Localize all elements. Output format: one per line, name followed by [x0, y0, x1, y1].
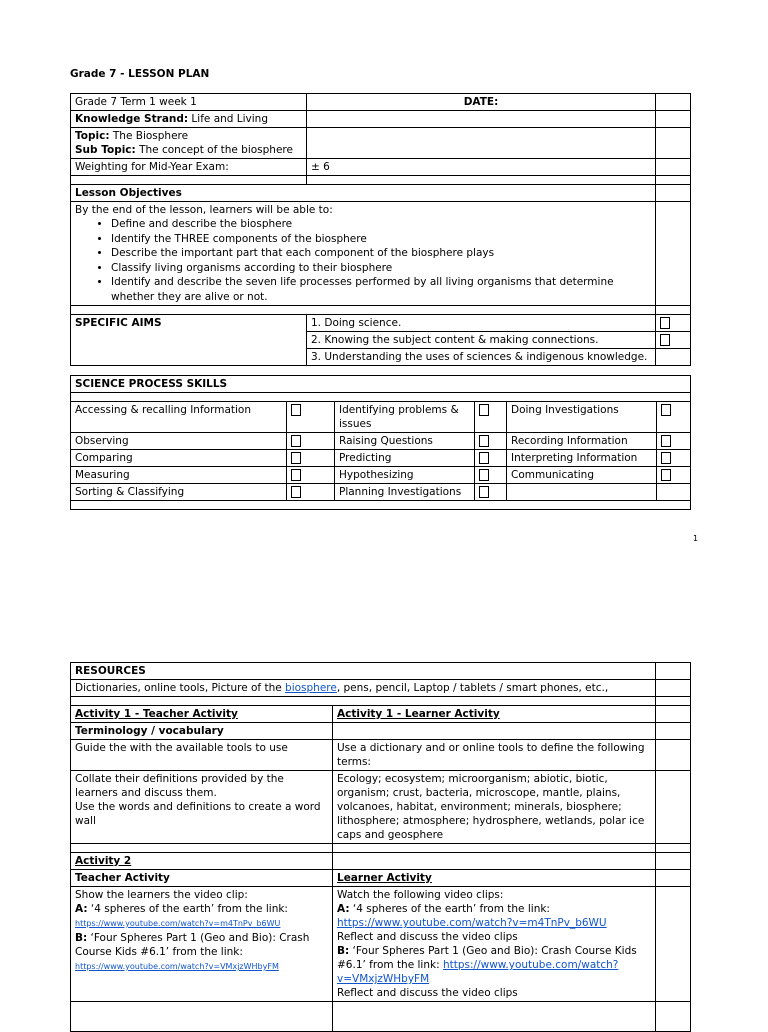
activity1-learner-heading: Activity 1 - Learner Activity	[333, 706, 656, 723]
skill-checkbox[interactable]	[287, 433, 335, 450]
skill-checkbox[interactable]	[287, 402, 335, 433]
activity2-learner-heading: Learner Activity	[333, 870, 656, 887]
activity2-learner-text: Watch the following video clips: A: ‘4 spheres of the earth’ from the link: https://www.youtube.com/watch?v=m4TnPv_b6WU Reflect and discuss the video clips B: ‘Four Spheres Part 1 (Geo and Bio): Crash Course Kids #6.1’ from the link: https://www.youtube.com/watch?v=VMxjzWHbyFM Reflect and discuss the video clips	[333, 887, 656, 1002]
skill-checkbox[interactable]	[475, 450, 507, 467]
checkbox-icon	[479, 486, 489, 498]
activity2-teacher-text: Show the learners the video clip: A: ‘4 spheres of the earth’ from the link: https://www.youtube.com/watch?v=m4TnPv_b6WU B: ‘Four Spheres Part 1 (Geo and Bio): Crash Course Kids #6.1’ from the link: https://www.youtube.com/watch?v=VMxjzWHbyFM	[71, 887, 333, 1002]
skill-label: Communicating	[507, 467, 657, 484]
video-link-a-learner[interactable]: https://www.youtube.com/watch?v=m4TnPv_b6WU	[337, 917, 607, 929]
skill-label: Raising Questions	[335, 433, 475, 450]
activity1-teacher-text: Guide the with the available tools to use	[71, 740, 333, 771]
resources-heading: RESOURCES	[71, 663, 656, 680]
skill-checkbox[interactable]	[475, 467, 507, 484]
checkbox-icon	[479, 404, 489, 416]
objective-item: • Identify the THREE components of the biosphere	[111, 232, 651, 247]
activities-table	[70, 662, 691, 1032]
skill-label: Observing	[71, 433, 287, 450]
page-number: 1	[693, 534, 699, 543]
objective-item: • Identify and describe the seven life processes performed by all living organisms that determine whether they are alive or not.	[111, 275, 651, 304]
skill-checkbox[interactable]	[657, 402, 691, 433]
aim-checkbox[interactable]	[656, 332, 691, 349]
checkbox-icon	[291, 469, 301, 481]
biosphere-link[interactable]: biosphere	[285, 682, 337, 694]
skills-heading: SCIENCE PROCESS SKILLS	[71, 376, 691, 393]
lesson-header-table	[70, 93, 691, 366]
topic-cell: Topic: The Biosphere Sub Topic: The concept of the biosphere	[71, 128, 307, 159]
video-link-a[interactable]: https://www.youtube.com/watch?v=m4TnPv_b6WU	[75, 919, 281, 928]
checkbox-icon	[661, 452, 671, 464]
term-cell: Grade 7 Term 1 week 1	[71, 94, 307, 111]
skill-checkbox[interactable]	[287, 484, 335, 501]
activity2-teacher-heading: Teacher Activity	[71, 870, 333, 887]
activity1-teacher-collate: Collate their definitions provided by the learners and discuss them. Use the words and definitions to create a word wall	[71, 771, 333, 844]
checkbox-icon	[479, 435, 489, 447]
checkbox-icon	[479, 469, 489, 481]
skill-label: Doing Investigations	[507, 402, 657, 433]
skill-checkbox[interactable]	[657, 467, 691, 484]
video-link-b[interactable]: https://www.youtube.com/watch?v=VMxjzWHbyFM	[75, 962, 279, 971]
activity2-heading: Activity 2	[71, 853, 333, 870]
skill-label: Recording Information	[507, 433, 657, 450]
skill-label: Hypothesizing	[335, 467, 475, 484]
aim-checkbox[interactable]	[656, 315, 691, 332]
objective-item: • Describe the important part that each component of the biosphere plays	[111, 246, 651, 261]
skill-checkbox[interactable]	[475, 484, 507, 501]
weighting-label: Weighting for Mid-Year Exam:	[71, 159, 307, 176]
checkbox-icon	[660, 317, 670, 329]
skill-checkbox[interactable]	[657, 450, 691, 467]
checkbox-icon	[661, 435, 671, 447]
checkbox-icon	[661, 469, 671, 481]
checkbox-icon	[291, 435, 301, 447]
skill-label: Identifying problems & issues	[335, 402, 475, 433]
date-label: DATE:	[307, 94, 656, 111]
skill-checkbox[interactable]	[287, 467, 335, 484]
aim-item: 2. Knowing the subject content & making connections.	[307, 332, 656, 349]
activity1-teacher-heading: Activity 1 - Teacher Activity	[71, 706, 333, 723]
weighting-value: ± 6	[307, 159, 656, 176]
skill-checkbox[interactable]	[475, 402, 507, 433]
page-title: Grade 7 - LESSON PLAN	[70, 68, 210, 80]
skill-label: Planning Investigations	[335, 484, 475, 501]
skill-label: Sorting & Classifying	[71, 484, 287, 501]
terminology-heading: Terminology / vocabulary	[71, 723, 333, 740]
checkbox-icon	[661, 404, 671, 416]
specific-aims-heading: SPECIFIC AIMS	[71, 315, 307, 366]
aim-item: 1. Doing science.	[307, 315, 656, 332]
objective-item: • Classify living organisms according to their biosphere	[111, 261, 651, 276]
skills-table	[70, 375, 691, 510]
video-link-b-learner[interactable]: https://www.youtube.com/watch?v=VMxjzWHbyFM	[337, 959, 619, 985]
aim-item: 3. Understanding the uses of sciences & indigenous knowledge.	[307, 349, 656, 366]
skill-label: Predicting	[335, 450, 475, 467]
strand-cell: Knowledge Strand: Life and Living	[71, 111, 307, 128]
resources-text: Dictionaries, online tools, Picture of the biosphere, pens, pencil, Laptop / tablets / smart phones, etc.,	[71, 680, 656, 697]
checkbox-icon	[479, 452, 489, 464]
skill-label: Measuring	[71, 467, 287, 484]
objectives-list: By the end of the lesson, learners will be able to: • Define and describe the biosphere • Identify the THREE components of the biosphere • Describe the important part that each component of the biosphere plays • Classify living organisms according to their biosphere • Identify and describe the seven life processes performed by all living organisms that determine whether they are alive or not.	[71, 202, 656, 306]
activity1-terms-list: Ecology; ecosystem; microorganism; abiotic, biotic, organism; crust, bacteria, microscope, mantle, plains, volcanoes, habitat, environment; minerals, biosphere; lithosphere; atmosphere; hydrosphere, wetlands, polar ice caps and geosphere	[333, 771, 656, 844]
skill-label: Interpreting Information	[507, 450, 657, 467]
checkbox-icon	[291, 486, 301, 498]
skill-label: Accessing & recalling Information	[71, 402, 287, 433]
checkbox-icon	[291, 452, 301, 464]
checkbox-icon	[660, 334, 670, 346]
objective-item: • Define and describe the biosphere	[111, 217, 651, 232]
skill-checkbox[interactable]	[657, 433, 691, 450]
skill-label: Comparing	[71, 450, 287, 467]
activity1-learner-text: Use a dictionary and or online tools to define the following terms:	[333, 740, 656, 771]
checkbox-icon	[291, 404, 301, 416]
skill-checkbox[interactable]	[475, 433, 507, 450]
objectives-heading: Lesson Objectives	[71, 185, 656, 202]
skill-checkbox[interactable]	[287, 450, 335, 467]
